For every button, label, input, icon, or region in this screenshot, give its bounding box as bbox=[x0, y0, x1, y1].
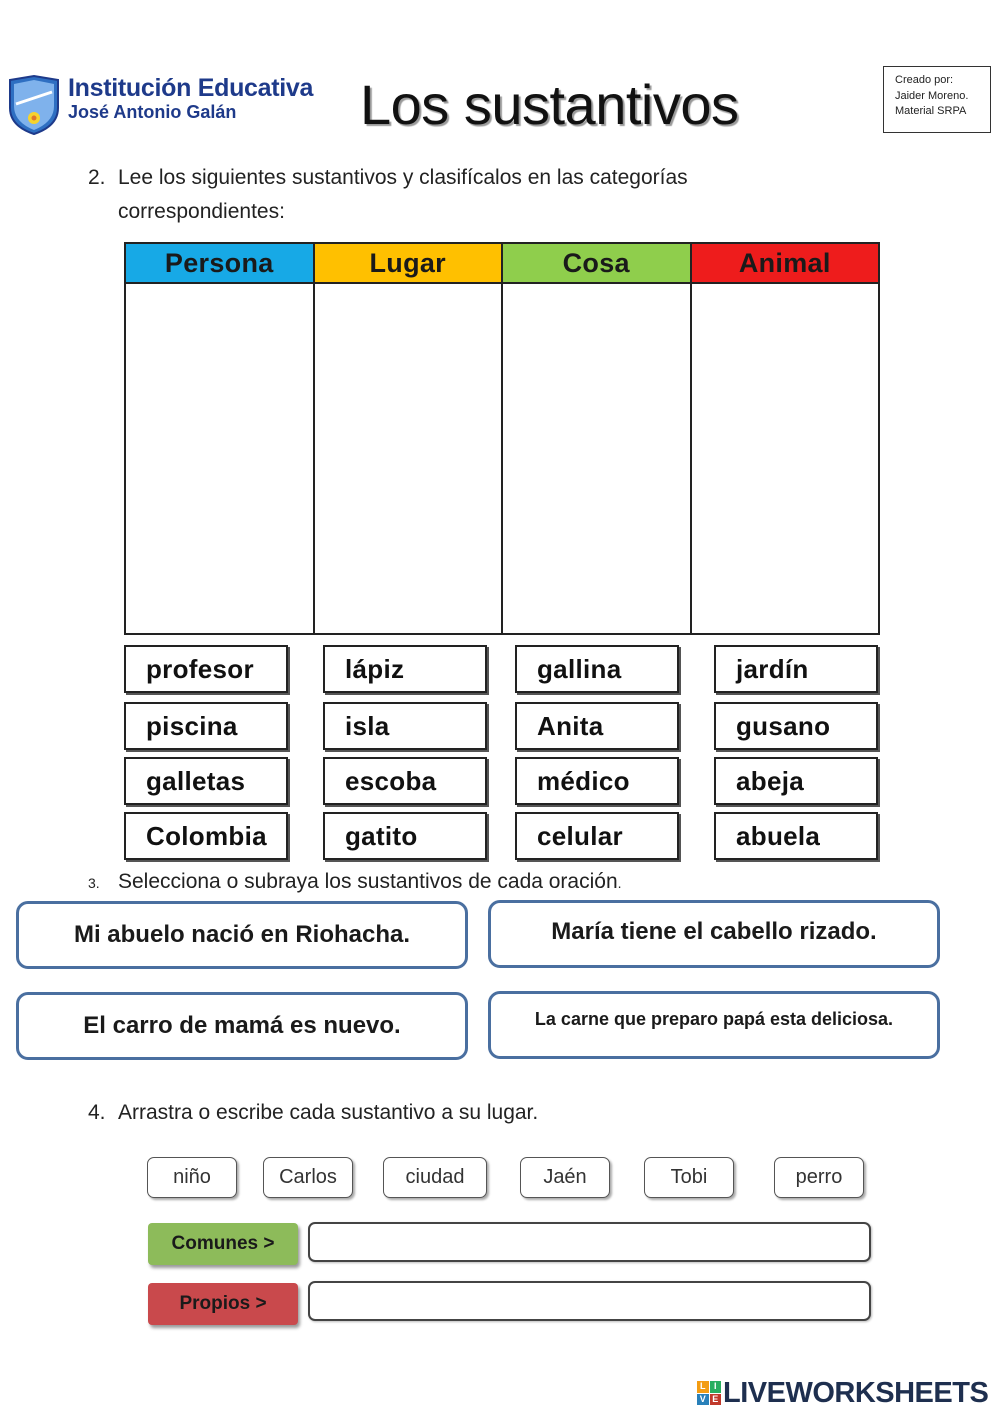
q3-instruction bbox=[88, 870, 622, 894]
noun-chip[interactable]: ciudad bbox=[383, 1157, 487, 1198]
noun-chip[interactable]: Tobi bbox=[644, 1157, 734, 1198]
category-header-animal: Animal bbox=[692, 244, 879, 284]
brand-mark-letter: E bbox=[710, 1394, 722, 1406]
category-column-persona bbox=[126, 244, 315, 633]
sentence-text[interactable]: El carro de mamá es nuevo. bbox=[83, 1012, 401, 1039]
propios-answer-input[interactable] bbox=[308, 1281, 871, 1321]
comunes-label: Comunes > bbox=[148, 1223, 298, 1265]
credits-line: Jaider Moreno. bbox=[895, 89, 969, 102]
q2-instruction bbox=[88, 166, 688, 190]
sentence-box[interactable] bbox=[16, 992, 468, 1060]
sentence-text[interactable]: La carne que preparo papá esta deliciosa. bbox=[534, 1009, 894, 1029]
category-column-animal bbox=[692, 244, 879, 633]
category-table bbox=[124, 242, 880, 635]
shield-icon bbox=[6, 74, 62, 136]
q3-number: 3. bbox=[88, 875, 100, 891]
comunes-answer-input[interactable] bbox=[308, 1222, 871, 1262]
word-card[interactable]: galletas bbox=[124, 757, 288, 805]
category-drop-zone-persona[interactable] bbox=[126, 284, 313, 633]
word-card[interactable]: médico bbox=[515, 757, 679, 805]
category-header-cosa: Cosa bbox=[503, 244, 690, 284]
page-title: Los sustantivos bbox=[360, 73, 739, 136]
brand-mark-icon bbox=[697, 1381, 721, 1405]
category-header-persona: Persona bbox=[126, 244, 313, 284]
word-card[interactable]: profesor bbox=[124, 645, 288, 693]
credits-box bbox=[883, 66, 991, 133]
word-card[interactable]: escoba bbox=[323, 757, 487, 805]
sentence-box[interactable] bbox=[488, 991, 940, 1059]
brand-mark-letter: L bbox=[697, 1381, 709, 1393]
q4-instruction bbox=[88, 1101, 538, 1125]
word-card[interactable]: gatito bbox=[323, 812, 487, 860]
category-drop-zone-cosa[interactable] bbox=[503, 284, 690, 633]
word-card[interactable]: Anita bbox=[515, 702, 679, 750]
word-card[interactable]: piscina bbox=[124, 702, 288, 750]
sentence-text[interactable]: María tiene el cabello rizado. bbox=[551, 918, 877, 945]
school-logo bbox=[6, 72, 336, 136]
credits-line: Creado por: bbox=[895, 74, 954, 86]
propios-label: Propios > bbox=[148, 1283, 298, 1325]
brand-text: LIVEWORKSHEETS bbox=[723, 1376, 989, 1409]
q2-text: Lee los siguientes sustantivos y clasifícalos en las categorías bbox=[118, 166, 688, 189]
noun-chip[interactable]: Jaén bbox=[520, 1157, 610, 1198]
brand-mark-letter: I bbox=[710, 1381, 722, 1393]
sentence-box[interactable] bbox=[16, 901, 468, 969]
q2-instruction-cont: correspondientes: bbox=[118, 200, 285, 223]
category-column-cosa bbox=[503, 244, 692, 633]
word-card[interactable]: abuela bbox=[714, 812, 878, 860]
q4-number: 4. bbox=[88, 1101, 106, 1124]
school-name-line1: Institución Educativa bbox=[68, 74, 314, 102]
category-drop-zone-lugar[interactable] bbox=[315, 284, 502, 633]
q2-number: 2. bbox=[88, 166, 106, 189]
word-card[interactable]: gallina bbox=[515, 645, 679, 693]
category-column-lugar bbox=[315, 244, 504, 633]
noun-chip[interactable]: Carlos bbox=[263, 1157, 353, 1198]
q3-suffix: . bbox=[617, 875, 622, 891]
credits-line: Material SRPA bbox=[895, 105, 967, 117]
liveworksheets-brand bbox=[697, 1377, 988, 1409]
word-card[interactable]: jardín bbox=[714, 645, 878, 693]
word-card[interactable]: abeja bbox=[714, 757, 878, 805]
q3-text: Selecciona o subraya los sustantivos de cada oración bbox=[118, 870, 618, 893]
word-card[interactable]: lápiz bbox=[323, 645, 487, 693]
sentence-box[interactable] bbox=[488, 900, 940, 968]
category-header-lugar: Lugar bbox=[315, 244, 502, 284]
word-card[interactable]: isla bbox=[323, 702, 487, 750]
word-card[interactable]: Colombia bbox=[124, 812, 288, 860]
word-card[interactable]: celular bbox=[515, 812, 679, 860]
noun-chip[interactable]: perro bbox=[774, 1157, 864, 1198]
brand-mark-letter: V bbox=[697, 1394, 709, 1406]
noun-chip[interactable]: niño bbox=[147, 1157, 237, 1198]
q4-text: Arrastra o escribe cada sustantivo a su lugar. bbox=[118, 1101, 539, 1124]
sentence-text[interactable]: Mi abuelo nació en Riohacha. bbox=[73, 921, 411, 948]
category-drop-zone-animal[interactable] bbox=[692, 284, 879, 633]
school-name-line2: José Antonio Galán bbox=[68, 102, 237, 122]
word-card[interactable]: gusano bbox=[714, 702, 878, 750]
